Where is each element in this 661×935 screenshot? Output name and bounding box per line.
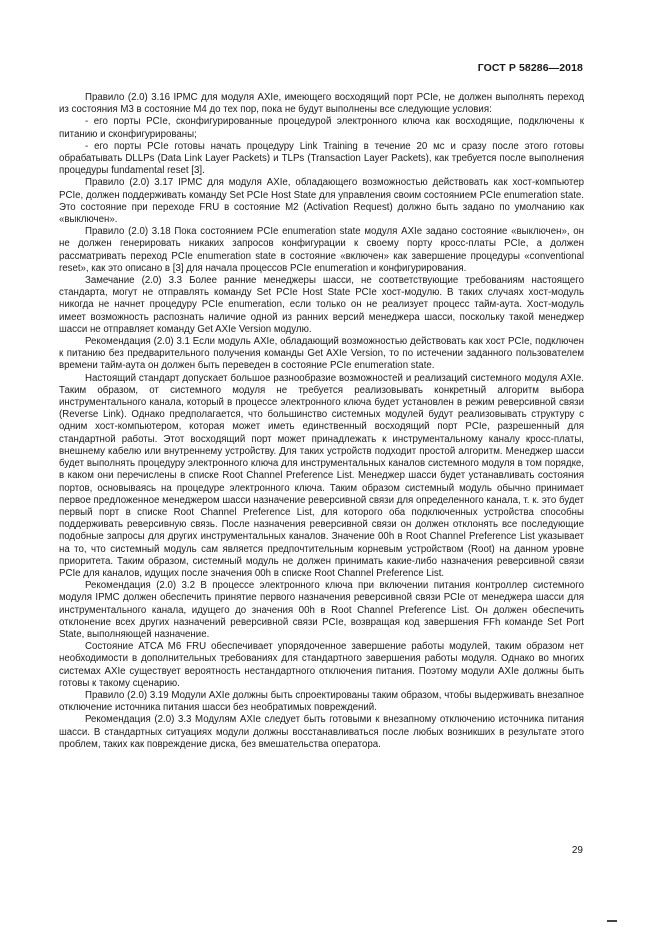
paragraph-system-module: Настоящий стандарт допускает большое разнообразие возможностей и реализаций системного модуля AXIe. Таким образом, от системного модуля не требуется реализовывать конкретный алгоритм выбора инструментального канала, который в процессе электронного ключа будет установлен в режим реверсивной связи (Reverse Link). Однако предполагается, что большинство системных модулей будут реализовывать структуру с одним хост-компьютером, которая может иметь единственный восходящий порт PCIe, разрешенный для стандартной работы. Этот восходящий порт может принадлежать к инструментальному каналу кросс-платы, внешнему кабелю или внутреннему устройству. Для таких устройств подходит простой алгоритм. Менеджер шасси будет выполнять процедуру электронного ключа для инструментальных каналов системного модуля в том порядке, в каком они перечислены в списке Root Channel Preference List. Менеджер шасси будет устанавливать состояния портов, основываясь на процедуре электронного ключа. Таким образом системный модуль обычно принимает первое предложенное менеджером шасси назначение реверсивной связи для определенного канала, т. к. это будет первый порт в списке Root Channel Preference List, для которого оба подключенных устройства способны поддерживать реверсивную связь. После назначения реверсивной связи он должен отклонять все последующие подобные запросы для других инструментальных каналов. Значение 00h в Root Channel Preference List указывает на то, что системный модуль сам является предпочтительным корневым устройством (Root) на данном уровне приоритета. Таким образом, системный модуль не должен принимать какие-либо назначения реверсивной связи PCIe для каналов, идущих после значения 00h в списке Root Channel Preference List.	[59, 372, 584, 579]
paragraph-recommendation-3-2: Рекомендация (2.0) 3.2 В процессе электронного ключа при включении питания контроллер системного модуля IPMC должен обеспечить принятие первого назначения реверсивной связи PCIe от менеджера шасси для инструментального канала, идущего до значения 00h в Root Channel Preference List. Он должен обеспечить отклонение всех других назначений реверсивной связи PCIe, возвращая код завершения FFh команде Set Port State, выполняющей назначение.	[59, 580, 584, 640]
page-number: 29	[571, 845, 583, 856]
scan-mark	[607, 920, 617, 922]
paragraph-rule-3-18: Правило (2.0) 3.18 Пока состоянием PCIe enumeration state модуля AXIe задано состояние «выключен», он не должен генерировать никаких запросов конфигурации к своему порту кросс-платы PCIe, а должен рассматривать переход PCIe enumeration state в состояние «включен» как завершение процедуры «conventional reset», как это описано в [3] для начала процессов PCIe enumeration и конфигурирования.	[59, 226, 584, 274]
paragraph-rule-3-19: Правило (2.0) 3.19 Модули AXIe должны быть спроектированы таким образом, чтобы выдерживать внезапное отключение источника питания шасси без необратимых повреждений.	[59, 689, 584, 714]
paragraph-atca-m6: Состояние ATCA M6 FRU обеспечивает упорядоченное завершение работы модулей, таким образом нет необходимости в дополнительных требованиях для стандартного завершения работы модуля. Однако во многих системах AXIe существует вероятность нестандартного отключения питания. Поэтому модули AXIe должны быть готовы к такому сценарию.	[59, 641, 584, 689]
paragraph-recommendation-3-1: Рекомендация (2.0) 3.1 Если модуль AXIe, обладающий возможностью действовать как хост PCIe, подключен к питанию без предварительного получения команды Get AXIe Version, то по истечении заданного пользователем времени тайм-аута он должен быть переведен в состояние PCIe enumeration state.	[59, 336, 584, 372]
paragraph-rule-3-16: Правило (2.0) 3.16 IPMC для модуля AXIe, имеющего восходящий порт PCIe, не должен выполнять переход из состояния M3 в состояние M4 до тех пор, пока не будут выполнены все следующие условия:	[59, 92, 584, 116]
paragraph-note-3-3: Замечание (2.0) 3.3 Более ранние менеджеры шасси, не соответствующие требованиям настоящего стандарта, могут не отправлять команду Set PCIe Host State PCIe хост-модулю. В таких случаях хост-модуль никогда не начнет процедуру PCIe enumeration, если только он не реализует процесс тайм-аута. Хост-модуль имеет возможность распознать наличие одной из ранних версий менеджера шасси, поскольку такой менеджер шасси не отправляет команду Get AXIe Version модулю.	[59, 275, 584, 335]
paragraph-list-item-1: - его порты PCIe, сконфигурированные процедурой электронного ключа как восходящие, подключены к питанию и сконфигурированы;	[59, 116, 584, 140]
paragraph-recommendation-3-3: Рекомендация (2.0) 3.3 Модулям AXIe следует быть готовыми к внезапному отключению источника питания шасси. В стандартных ситуациях модули должны восстанавливаться после любых возникших в результате этого проблем, таких как повреждение диска, без вмешательства оператора.	[59, 714, 584, 750]
document-code-header: ГОСТ Р 58286—2018	[477, 62, 583, 74]
paragraph-rule-3-17: Правило (2.0) 3.17 IPMC для модуля AXIe, обладающего возможностью действовать как хост-компьютер PCIe, должен поддерживать команду Set PCIe Host State для управления своим состоянием PCIe enumeration state. Это состояние при переходе FRU в состояние M2 (Activation Request) должно быть задано по умолчанию как «выключен».	[59, 177, 584, 226]
document-body	[59, 92, 584, 751]
paragraph-list-item-2: - его порты PCIe готовы начать процедуру Link Training в течение 20 мс и сразу после этого готовы обрабатывать DLLPs (Data Link Layer Packets) и TLPs (Transaction Layer Packets), как требуется после выполнения процедуры fundamental reset [3].	[59, 140, 584, 177]
